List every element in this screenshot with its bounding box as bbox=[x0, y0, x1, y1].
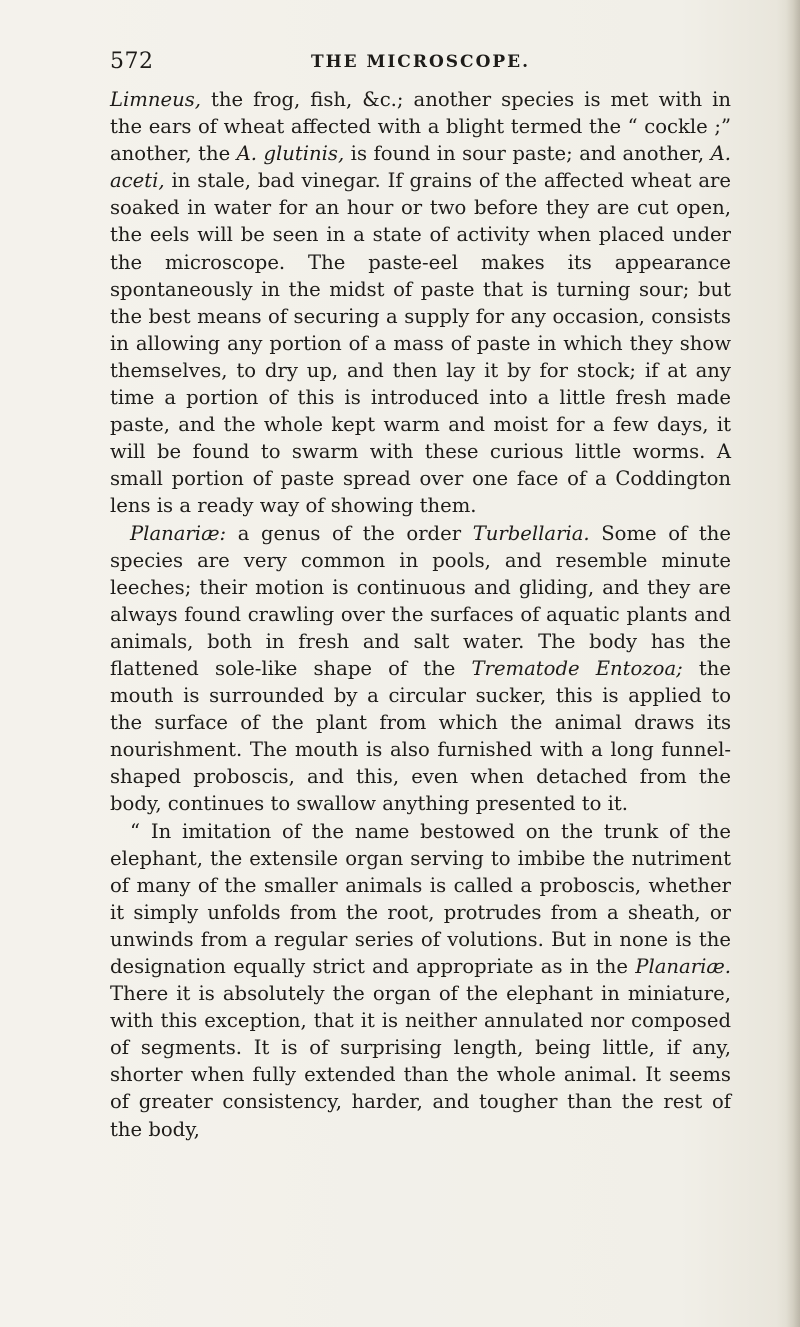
page-header bbox=[110, 49, 731, 79]
paragraph-limneus bbox=[110, 86, 731, 520]
taxon-name: A. glutinis, bbox=[236, 142, 345, 166]
page-edge-shadow bbox=[786, 0, 800, 1327]
body-text bbox=[110, 86, 731, 1143]
page-number: 572 bbox=[110, 49, 154, 74]
text-run: There it is absolutely the organ of the elephant in miniature, with this exception, that it is neither annulated nor composed of segments. It is of surprising length, being little, if any, shorter when fully extended than the whole animal. It seems of greater consistency, harder, and tougher than the rest of the body, bbox=[110, 982, 731, 1141]
text-run: the frog, fish, &c.; another species is met with in the ears of wheat affected with a blight termed the “ cockle ;” another, the bbox=[110, 88, 731, 166]
running-title: THE MICROSCOPE. bbox=[310, 52, 531, 72]
text-run: is found in sour paste; and another, bbox=[344, 142, 711, 166]
text-run: the mouth is surrounded by a circular sucker, this is applied to the surface of the plant from which the animal draws its nourishment. The mouth is also furnished with a long funnel-shaped proboscis, and this, even when detached from the body, continues to swallow anything presented to it. bbox=[110, 656, 731, 816]
paragraph-quotation bbox=[110, 818, 731, 1143]
taxon-name: Planariæ. bbox=[635, 955, 731, 978]
taxon-name: Planariæ: bbox=[130, 521, 227, 545]
taxon-name: Turbellaria. bbox=[472, 521, 590, 545]
taxon-name: Trematode Entozoa; bbox=[471, 656, 683, 680]
text-run: a genus of the order bbox=[226, 521, 473, 545]
text-run: Some of the species are very common in pools, and resemble minute leeches; their motion is continuous and gliding, and they are always found crawling over the surfaces of aquatic plants and animals, both in fresh and salt water. The body has the flattened sole-like shape of the bbox=[110, 521, 732, 680]
taxon-name: Limneus, bbox=[110, 88, 201, 111]
text-run: “ In imitation of the name bestowed on the trunk of the elephant, the extensile organ serving to imbibe the nutriment of many of the smaller animals is called a proboscis, whether it simply unfolds from the root, protrudes from a sheath, or unwinds from a regular series of volutions. But in none is the designation equally strict and appropriate as in the bbox=[110, 819, 731, 978]
paragraph-planariae bbox=[110, 520, 731, 818]
taxon-name: A. aceti, bbox=[110, 142, 731, 193]
text-run: in stale, bad vinegar. If grains of the affected wheat are soaked in water for an hour or two before they are cut open, the eels will be seen in a state of activity when placed under the microscope. The paste-eel makes its appearance spontaneously in the midst of paste that is turning sour; but the best means of securing a supply for any occasion, consists in allowing any portion of a mass of paste in which they show themselves, to dry up, and then lay it by for stock; if at any time a portion of this is introduced into a little fresh made paste, and the whole kept warm and moist for a few days, it will be found to swarm with these curious little worms. A small portion of paste spread over one face of a Coddington lens is a ready way of showing them. bbox=[110, 169, 731, 518]
